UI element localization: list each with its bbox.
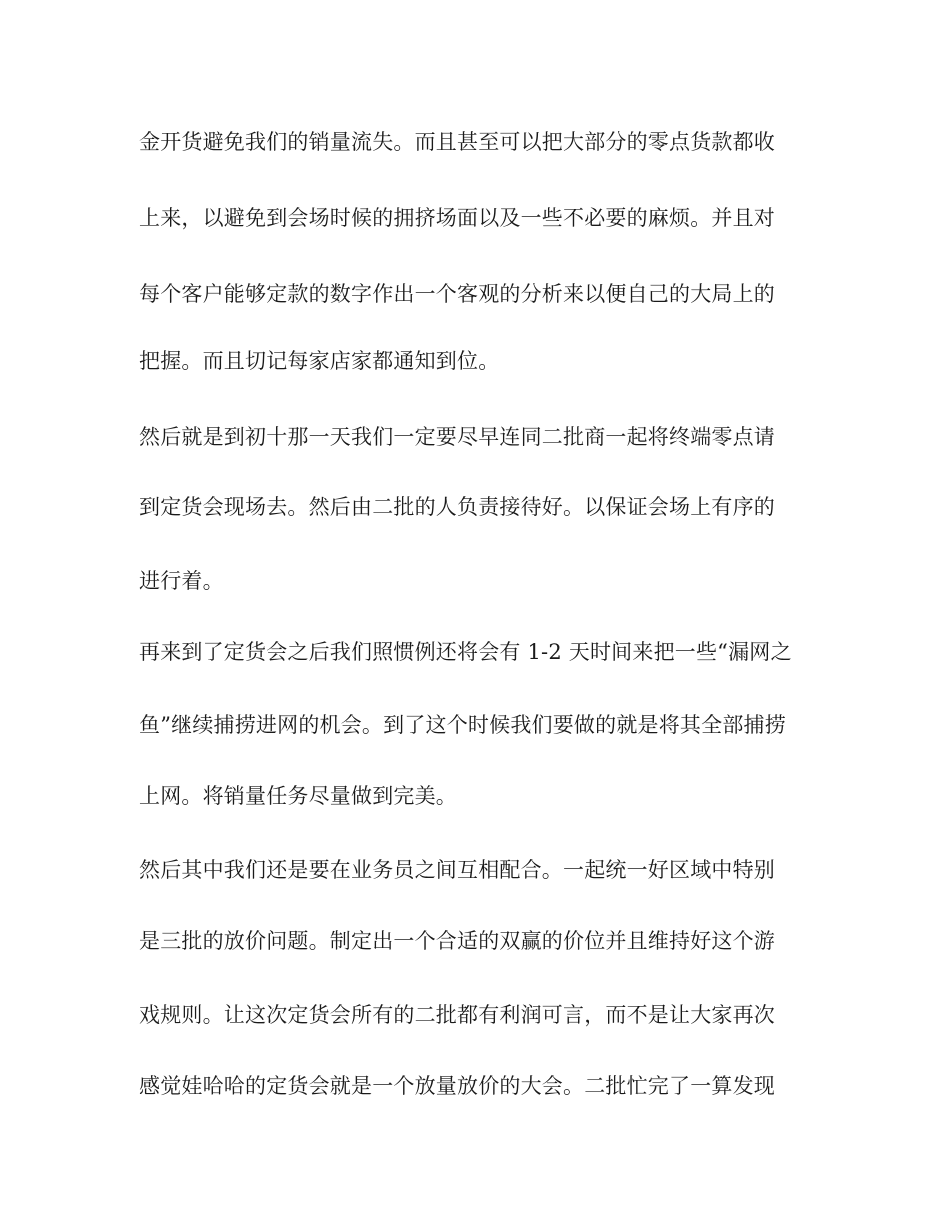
text-line: 到定货会现场去。然后由二批的人负责接待好。以保证会场上有序的	[139, 495, 775, 519]
text-line: 鱼”继续捕捞进网的机会。到了这个时候我们要做的就是将其全部捕捞	[139, 713, 786, 737]
text-line: 戏规则。让这次定货会所有的二批都有利润可言，而不是让大家再次	[139, 1003, 775, 1027]
text-line: 进行着。	[139, 569, 224, 593]
text-line: 把握。而且切记每家店家都通知到位。	[139, 349, 500, 373]
text-line: 再来到了定货会之后我们照惯例还将会有 1-2 天时间来把一些“漏网之	[139, 640, 792, 664]
text-line: 然后就是到初十那一天我们一定要尽早连同二批商一起将终端零点请	[139, 425, 775, 449]
text-line: 感觉娃哈哈的定货会就是一个放量放价的大会。二批忙完了一算发现	[139, 1074, 775, 1098]
text-line: 上网。将销量任务尽量做到完美。	[139, 784, 457, 808]
text-line: 然后其中我们还是要在业务员之间互相配合。一起统一好区域中特别	[139, 858, 775, 882]
text-line: 金开货避免我们的销量流失。而且甚至可以把大部分的零点货款都收	[139, 130, 775, 154]
text-line: 每个客户能够定款的数字作出一个客观的分析来以便自己的大局上的	[139, 282, 775, 306]
text-line: 上来，以避免到会场时候的拥挤场面以及一些不必要的麻烦。并且对	[139, 206, 775, 230]
text-line: 是三批的放价问题。制定出一个合适的双赢的价位并且维持好这个游	[139, 929, 775, 953]
